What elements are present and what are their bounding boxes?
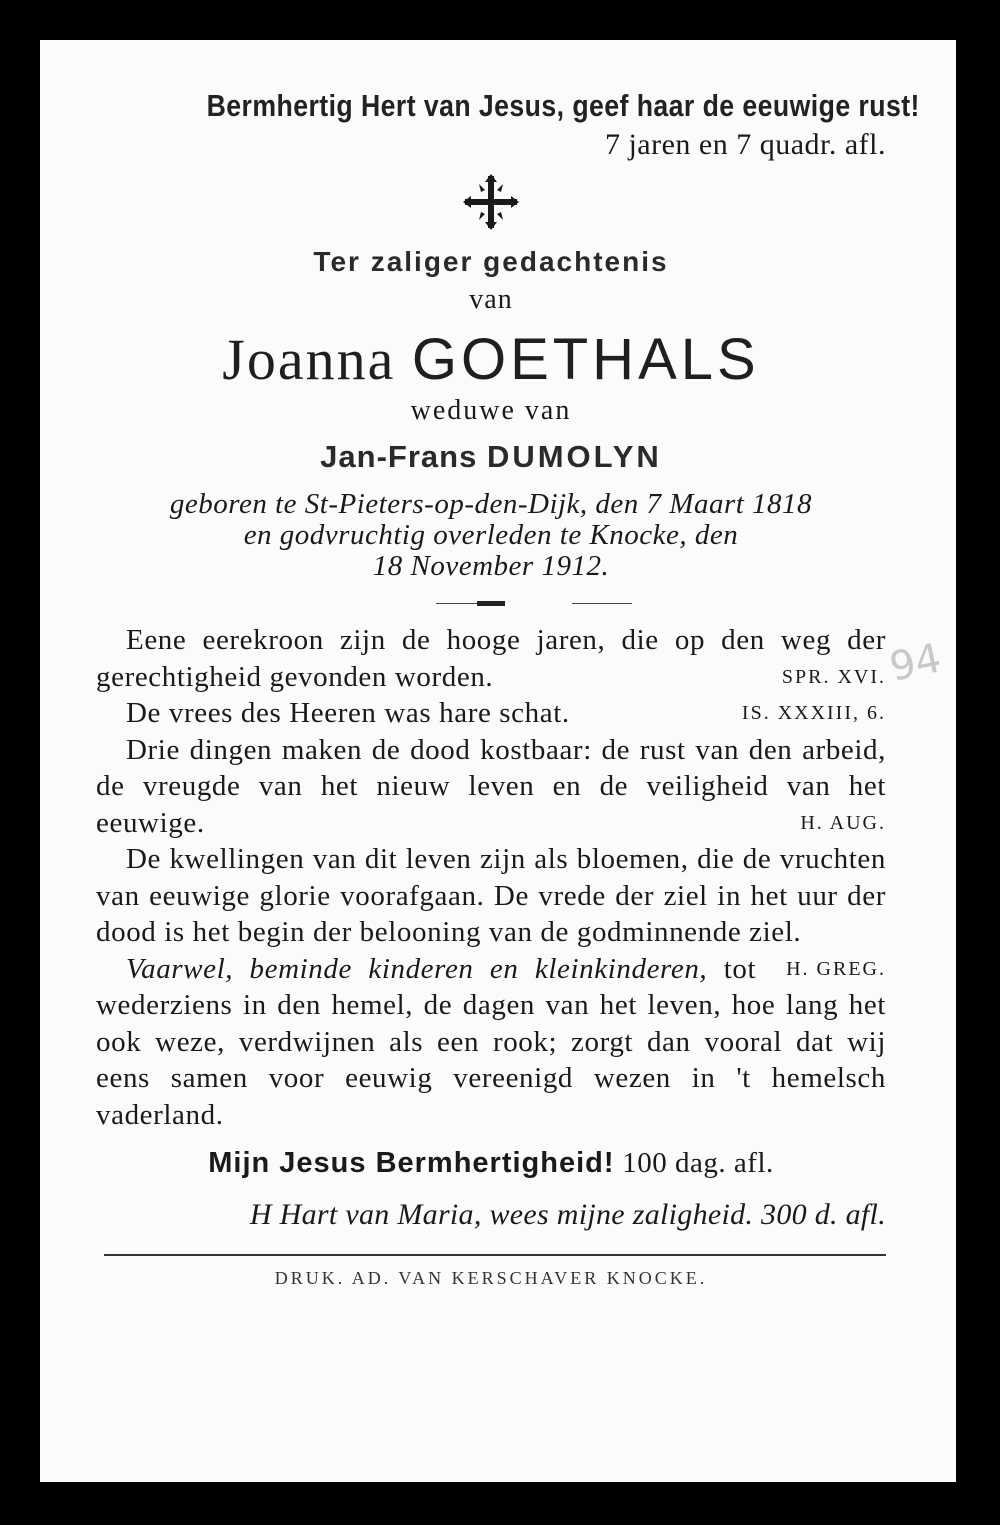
- quote-text: Eene eerekroon zijn de hooge jaren, die op den weg der gerechtigheid gevonden worden.: [96, 624, 886, 693]
- prayer-text: Mijn Jesus Bermhertigheid!: [208, 1147, 615, 1179]
- quote-text: De vrees des Heeren was hare schat.: [126, 697, 570, 729]
- cross-ornament: [96, 172, 886, 232]
- quote-paragraph: [96, 732, 886, 842]
- spouse-first-name: Jan-Frans: [320, 439, 478, 474]
- life-dates: [96, 489, 886, 582]
- quote-text: Drie dingen maken de dood kostbaar: de rust van den arbeid, de vreugde van het nieuw leven en de veiligheid van het eeuwige.: [96, 733, 886, 839]
- spouse-name: [96, 439, 886, 475]
- quote-reference: H. GREG.: [786, 957, 886, 980]
- memoriam-heading: Ter zaliger gedachtenis: [313, 246, 669, 277]
- bottom-rule: [104, 1254, 886, 1256]
- quote-text: De kwellingen van dit leven zijn als bloemen, die de vruchten van eeuwige glorie voorafgaan. De vrede der ziel in het uur der dood is het begin der belooning van de godminnende ziel.: [96, 843, 886, 948]
- marian-prayer: H Hart van Maria, wees mijne zaligheid. 300 d. afl.: [249, 1198, 886, 1231]
- ornamental-divider: [96, 592, 886, 616]
- widow-of-label: weduwe van: [410, 395, 572, 426]
- farewell-text: tot wederziens in den hemel, de dagen van het leven, hoe lang het ook weze, verdwijnen als een rook; zorgt dan vooral dat wij eens samen voor eeuwig vereenigd wezen in 't hemelsch vaderland.: [96, 952, 886, 1131]
- prayer-indulgence: 100 dag. afl.: [622, 1147, 774, 1179]
- death-line: en godvruchtig overleden te Knocke, den: [243, 519, 739, 551]
- birth-line: geboren te St-Pieters-op-den-Dijk, den 7 Maart 1818: [169, 488, 813, 520]
- pencil-annotation: 94: [885, 635, 946, 691]
- spouse-surname: DUMOLYN: [486, 439, 662, 474]
- farewell-title: Vaarwel, beminde kinderen en kleinkinderen,: [126, 952, 708, 985]
- ejaculation-prayer: [96, 1147, 886, 1180]
- quote-reference: IS. XXXIII, 6.: [741, 702, 886, 724]
- quote-reference: H. AUG.: [800, 811, 886, 834]
- deceased-first-name: Joanna: [222, 327, 396, 392]
- quotes-section: [96, 622, 886, 1133]
- quote-paragraph: [96, 695, 886, 732]
- memorial-card: [40, 40, 956, 1482]
- cross-icon: [461, 172, 521, 232]
- death-date-line: 18 November 1912.: [372, 550, 610, 582]
- printer-imprint: DRUK. AD. VAN KERSCHAVER KNOCKE.: [274, 1268, 708, 1288]
- deceased-name: [96, 326, 886, 393]
- quote-paragraph: [96, 622, 886, 695]
- of-label: van: [469, 284, 513, 315]
- quote-reference: SPR. XVI.: [781, 665, 886, 688]
- deceased-surname: GOETHALS: [411, 327, 760, 392]
- invocation-indulgence: 7 jaren en 7 quadr. afl.: [604, 128, 886, 161]
- invocation-line: Bermhertig Hert van Jesus, geef haar de eeuwige rust!: [206, 88, 920, 123]
